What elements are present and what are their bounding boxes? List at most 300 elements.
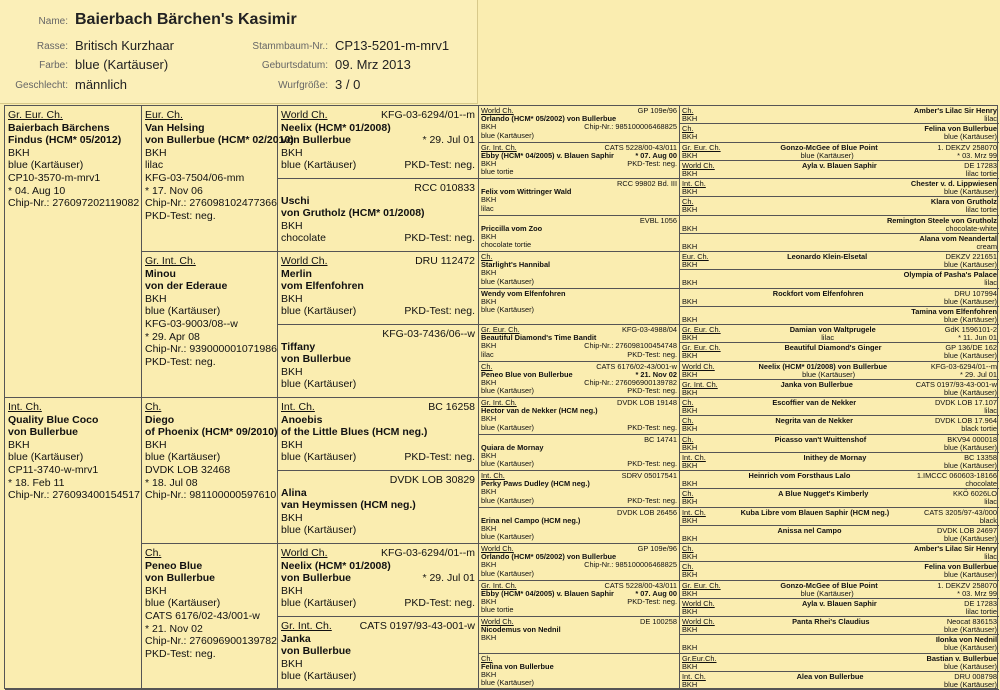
- ancestor-detail: Chip-Nr.: 276096900139782: [584, 377, 677, 387]
- ancestor-detail: PKD-Test: neg.: [404, 232, 475, 245]
- ancestor-line: [281, 572, 475, 585]
- ancestor-line: [145, 489, 277, 502]
- ancestor-text: blue tortie: [481, 605, 514, 615]
- ancestor-line: [481, 460, 677, 468]
- gen5-ancestor: [680, 362, 999, 380]
- ancestor-line: [682, 225, 997, 233]
- gen3-ancestor: [278, 398, 478, 471]
- ancestor-line: [682, 571, 997, 579]
- ancestor-detail: DRU 008798: [954, 671, 997, 681]
- ancestor-line: [481, 517, 677, 525]
- ancestor-line: [682, 198, 997, 206]
- gen4-ancestor: [479, 216, 679, 253]
- gen2-ancestor: [142, 252, 277, 398]
- ancestor-text: Ch.: [682, 124, 694, 134]
- ancestor-text: blue (Kartäuser): [481, 276, 534, 286]
- ancestor-text: BKH: [481, 341, 497, 351]
- ancestor-text: World Ch.: [281, 109, 328, 121]
- ancestor-line: [145, 122, 274, 135]
- breed-label: Rasse:: [36, 41, 68, 52]
- ancestor-detail: blue (Kartäuser): [802, 369, 856, 379]
- ancestor-detail: KKÖ 6026LO: [953, 489, 997, 499]
- ancestor-detail: GP 109e/96: [637, 544, 677, 553]
- ancestor-detail: Bastian v. Bullerbue: [926, 653, 997, 663]
- ancestor-text: Gr. Eur. Ch.: [682, 343, 721, 353]
- ancestor-detail: KFG-03-6294/01--m: [930, 361, 997, 371]
- ancestor-line: [281, 147, 475, 160]
- ancestor-text: World Ch.: [481, 106, 514, 115]
- ancestor-line: [481, 168, 677, 176]
- ancestor-line: [682, 271, 997, 279]
- ancestor-line: [682, 462, 997, 470]
- ancestor-line: [481, 351, 677, 359]
- ancestor-detail: DE 17283: [964, 160, 997, 170]
- ancestor-text: Orlando (HCM* 05/2002) von Bullerbue: [481, 552, 617, 562]
- gen4-ancestor: [479, 289, 679, 326]
- ancestor-text: BKH: [481, 122, 497, 132]
- ancestor-detail: PKD-Test: neg.: [627, 386, 677, 396]
- ancestor-line: [145, 210, 274, 223]
- ancestor-line: [481, 225, 677, 233]
- ancestor-text: blue (Kartäuser): [281, 159, 357, 172]
- ancestor-text: BKH: [682, 333, 698, 343]
- ancestor-text: Ch.: [481, 653, 493, 663]
- gen4-ancestor: [479, 325, 679, 362]
- ancestor-text: Chip-Nr.: 939000001071986: [145, 343, 277, 356]
- ancestor-detail: lilac: [984, 406, 997, 416]
- sex-label: Geschlecht:: [15, 80, 68, 91]
- ancestor-line: [682, 417, 997, 425]
- ancestor-text: BKH: [145, 438, 167, 451]
- ancestor-text: Int. Ch.: [682, 671, 706, 681]
- ancestor-text: Quiara de Mornay: [481, 442, 544, 452]
- ancestor-detail: PKD-Test: neg.: [627, 459, 677, 469]
- ancestor-detail: * 21. Nov 02: [635, 369, 677, 379]
- ancestor-detail: DRU 107994: [954, 288, 997, 298]
- ancestor-detail: lilac tortie: [965, 168, 997, 178]
- gen5-ancestor: [680, 581, 999, 599]
- ancestor-detail: Picasso van't Wuittenshof: [774, 434, 867, 444]
- ancestor-line: [281, 182, 475, 195]
- ancestor-text: BKH: [682, 223, 698, 233]
- ancestor-text: BKH: [281, 511, 303, 524]
- ancestor-text: * 17. Nov 06: [145, 184, 203, 197]
- ancestor-line: [682, 107, 997, 115]
- ancestor-detail: Alea von Bullerbue: [796, 671, 864, 681]
- ancestor-line: [281, 280, 475, 293]
- gen4-ancestor: [479, 252, 679, 289]
- ancestor-text: BKH: [145, 146, 167, 159]
- ancestor-detail: Gonzo-McGee of Blue Point: [780, 142, 878, 152]
- ancestor-text: Ebby (HCM* 04/2005) v. Blauen Saphir: [481, 150, 614, 160]
- ancestor-detail: PKD-Test: neg.: [404, 305, 475, 318]
- ancestor-line: [481, 196, 677, 204]
- ancestor-detail: Inithey de Mornay: [803, 452, 867, 462]
- ancestor-detail: GdK 1596101-2: [944, 325, 997, 334]
- gen5-ancestor: [680, 544, 999, 562]
- ancestor-detail: Gonzo-McGee of Blue Point: [780, 580, 878, 590]
- ancestor-text: BKH: [682, 114, 698, 124]
- ancestor-line: [682, 553, 997, 561]
- gen5-ancestor: [680, 526, 999, 544]
- ancestor-line: [145, 464, 274, 477]
- ancestor-line: [682, 600, 997, 608]
- ancestor-detail: Rockfort vom Elfenfohren: [772, 288, 864, 298]
- ancestor-text: PKD-Test: neg.: [145, 647, 216, 660]
- ancestor-detail: blue (Kartäuser): [944, 132, 997, 142]
- ancestor-line: [682, 517, 997, 525]
- ancestor-text: BKH: [8, 438, 30, 451]
- ancestor-text: BKH: [682, 278, 698, 288]
- ancestor-detail: blue (Kartäuser): [944, 387, 997, 397]
- ancestor-text: BKH: [682, 552, 698, 562]
- sex-value: männlich: [75, 77, 128, 92]
- ancestor-text: BKH: [281, 292, 303, 305]
- ancestor-text: blue (Kartäuser): [481, 459, 534, 469]
- ancestor-text: blue (Kartäuser): [481, 386, 534, 396]
- generation-3-column: [278, 106, 479, 690]
- ancestor-text: von Bullerbue: [281, 572, 352, 585]
- ancestor-line: [145, 185, 274, 198]
- ancestor-text: chocolate tortie: [481, 240, 532, 250]
- ancestor-text: Ch.: [145, 547, 162, 559]
- ancestor-line: [145, 343, 277, 356]
- color-value: blue (Kartäuser): [75, 57, 169, 72]
- ancestor-detail: DVDK LOB 30829: [389, 474, 475, 486]
- ancestor-detail: PKD-Test: neg.: [404, 597, 475, 610]
- ancestor-text: BKH: [682, 625, 698, 635]
- ancestor-detail: Leonardo Klein-Elsetal: [787, 252, 868, 261]
- gen5-ancestor: [680, 453, 999, 471]
- ancestor-text: Gr. Eur. Ch.: [682, 325, 721, 334]
- gen5-ancestor: [680, 471, 999, 489]
- gen5-ancestor: [680, 325, 999, 343]
- ancestor-text: World Ch.: [281, 547, 328, 559]
- ancestor-line: [682, 535, 997, 543]
- ancestor-text: * 21. Nov 02: [145, 622, 203, 635]
- ancestor-text: BKH: [682, 296, 698, 306]
- ancestor-text: Gr. Int. Ch.: [145, 255, 196, 267]
- gen5-ancestor: [680, 252, 999, 270]
- ancestor-text: Chip-Nr.: 276098102477366: [145, 197, 277, 210]
- ancestor-detail: Felina von Bullerbue: [924, 124, 997, 134]
- ancestor-detail: Ayla v. Blauen Saphir: [802, 598, 877, 608]
- ancestor-text: KFG-03-7504/06-mm: [145, 171, 245, 184]
- ancestor-line: [145, 610, 274, 623]
- ancestor-line: [281, 207, 475, 220]
- gen3-ancestor: [278, 617, 478, 690]
- ancestor-text: BKH: [682, 205, 698, 215]
- ancestor-line: [682, 188, 997, 196]
- ancestor-detail: blue (Kartäuser): [944, 351, 997, 361]
- ancestor-text: Orlando (HCM* 05/2002) von Bullerbue: [481, 114, 617, 124]
- ancestor-line: [145, 451, 274, 464]
- ancestor-detail: DE 100258: [640, 617, 677, 626]
- ancestor-text: Peneo Blue: [145, 559, 203, 572]
- ancestor-text: BKH: [281, 365, 303, 378]
- ancestor-text: vom Elfenfohren: [281, 280, 364, 293]
- ancestor-detail: A Blue Nugget's Kimberly: [778, 489, 869, 499]
- ancestor-line: [8, 185, 138, 198]
- ancestor-line: [682, 152, 997, 160]
- ancestor-text: Ch.: [682, 562, 694, 572]
- ancestor-text: Gr. Int. Ch.: [481, 398, 517, 407]
- ancestor-line: [682, 133, 997, 141]
- ancestor-line: [682, 298, 997, 306]
- ancestor-text: BKH: [682, 260, 698, 270]
- ancestor-line: [145, 255, 274, 268]
- ancestor-line: [481, 278, 677, 286]
- pedigree-number-label: Stammbaum-Nr.:: [252, 41, 328, 52]
- ancestor-line: [145, 305, 274, 318]
- ancestor-line: [682, 115, 997, 123]
- ancestor-line: [481, 387, 677, 395]
- ancestor-text: BKH: [281, 657, 303, 670]
- ancestor-line: [281, 439, 475, 452]
- ancestor-detail: * 11. Jun 01: [958, 333, 997, 343]
- ancestor-line: [145, 318, 274, 331]
- ancestor-line: [145, 331, 274, 344]
- gen5-ancestor: [680, 398, 999, 416]
- ancestor-detail: DEKZV 221651: [945, 252, 997, 261]
- ancestor-text: blue (Kartäuser): [8, 159, 84, 172]
- ancestor-detail: Kuba Libre vom Blauen Saphir (HCM neg.): [740, 507, 890, 517]
- ancestor-line: [481, 205, 677, 213]
- ancestor-text: Gr. Eur. Ch.: [481, 325, 520, 334]
- ancestor-text: World Ch.: [481, 617, 514, 626]
- ancestor-detail: 1. DEKZV 258070: [937, 142, 997, 152]
- ancestor-line: [145, 623, 274, 636]
- litter-size-value: 3 / 0: [335, 77, 361, 92]
- ancestor-detail: RCC 010833: [414, 182, 475, 194]
- ancestor-line: [281, 268, 475, 281]
- ancestor-detail: Amber's Lilac Sir Henry: [913, 106, 997, 115]
- ancestor-line: [281, 366, 475, 379]
- ancestor-detail: SDRV 05017541: [621, 471, 677, 480]
- ancestor-text: Gr. Int. Ch.: [481, 142, 517, 152]
- ancestor-line: [682, 389, 997, 397]
- ancestor-detail: chocolate-white: [945, 223, 997, 233]
- ancestor-text: blue (Kartäuser): [481, 422, 534, 432]
- ancestor-text: BKH: [481, 560, 497, 570]
- ancestor-line: [281, 658, 475, 671]
- ancestor-text: lilac: [481, 349, 494, 359]
- ancestor-detail: PKD-Test: neg.: [627, 495, 677, 505]
- gen5-ancestor: [680, 124, 999, 142]
- ancestor-text: blue (Kartäuser): [481, 678, 534, 688]
- ancestor-text: BKH: [682, 479, 698, 489]
- ancestor-line: [281, 134, 475, 147]
- ancestor-text: CP11-3740-w-mrv1: [8, 463, 99, 476]
- ancestor-line: [481, 306, 677, 314]
- ancestor-text: Ch.: [682, 544, 694, 553]
- ancestor-text: World Ch.: [682, 160, 715, 170]
- ancestor-detail: * 03. Mrz 99: [957, 150, 997, 160]
- ancestor-line: [682, 490, 997, 498]
- ancestor-line: [682, 235, 997, 243]
- ancestor-detail: Klara von Grutholz: [930, 197, 997, 207]
- ancestor-line: [8, 451, 138, 464]
- ancestor-detail: Neelix (HCM* 01/2008) von Bullerbue: [758, 361, 888, 371]
- gen4-ancestor: [479, 143, 679, 180]
- ancestor-line: [682, 663, 997, 671]
- birthdate-label: Geburtsdatum:: [261, 60, 328, 71]
- ancestor-text: Int. Ch.: [682, 179, 706, 188]
- ancestor-text: lilac: [145, 159, 164, 172]
- ancestor-text: BKH: [481, 231, 497, 241]
- ancestor-line: [145, 560, 274, 573]
- ancestor-detail: blue (Kartäuser): [944, 260, 997, 270]
- gen4-ancestor: [479, 398, 679, 435]
- ancestor-detail: Alana vom Neandertal: [919, 233, 997, 243]
- ancestor-text: blue (Kartäuser): [145, 597, 221, 610]
- ancestor-line: [682, 480, 997, 488]
- ancestor-text: blue (Kartäuser): [281, 451, 357, 464]
- ancestor-detail: DVDK LOB 26456: [617, 507, 677, 517]
- ancestor-text: Ebby (HCM* 04/2005) v. Blauen Saphir: [481, 588, 614, 598]
- ancestor-detail: DVDK LOB 19148: [617, 398, 677, 407]
- ancestor-text: World Ch.: [682, 617, 715, 626]
- ancestor-text: Gr. Int. Ch.: [682, 379, 718, 389]
- ancestor-line: [481, 290, 677, 298]
- ancestor-line: [682, 444, 997, 452]
- ancestor-text: BKH: [682, 606, 698, 616]
- ancestor-text: blue (Kartäuser): [281, 378, 357, 391]
- ancestor-detail: Amber's Lilac Sir Henry: [913, 544, 997, 553]
- ancestor-line: [145, 597, 274, 610]
- ancestor-detail: BC 14741: [644, 434, 677, 444]
- ancestor-text: Gr. Int. Ch.: [281, 620, 332, 632]
- ancestor-line: [281, 645, 475, 658]
- ancestor-line: [145, 268, 274, 281]
- ancestor-line: [8, 197, 138, 210]
- ancestor-text: BKH: [682, 643, 698, 653]
- ancestor-text: PKD-Test: neg.: [145, 355, 216, 368]
- ancestor-text: Anoebis: [281, 413, 323, 426]
- ancestor-text: blue (Kartäuser): [145, 451, 221, 464]
- ancestor-text: Gr. Eur. Ch.: [8, 109, 63, 121]
- ancestor-detail: Anissa nel Campo: [777, 525, 842, 535]
- ancestor-detail: blue (Kartäuser): [800, 150, 854, 160]
- ancestor-line: [682, 243, 997, 251]
- ancestor-detail: blue (Kartäuser): [944, 533, 997, 543]
- ancestor-detail: chocolate: [965, 479, 997, 489]
- ancestor-line: [8, 426, 138, 439]
- gen2-ancestor: [142, 106, 294, 252]
- ancestor-text: von Bullerbue: [281, 353, 352, 366]
- ancestor-detail: KFG-03-6294/01--m: [381, 547, 475, 559]
- ancestor-detail: CATS 0197/93-43-001-w: [359, 620, 475, 632]
- ancestor-detail: BKV94 000018: [947, 434, 997, 444]
- ancestor-text: BKH: [682, 168, 698, 178]
- ancestor-detail: Tamina vom Elfenfohren: [911, 306, 997, 316]
- ancestor-text: BKH: [145, 292, 167, 305]
- ancestor-line: [281, 293, 475, 306]
- ancestor-text: Janka: [281, 632, 311, 645]
- ancestor-text: Gr. Eur. Ch.: [682, 580, 721, 590]
- ancestor-text: von Bullerbue: [281, 645, 352, 658]
- ancestor-text: von Bullerbue: [145, 572, 216, 585]
- ancestor-text: BKH: [8, 146, 30, 159]
- ancestor-text: Eur. Ch.: [682, 252, 709, 261]
- gen5-ancestor: [680, 343, 999, 361]
- ancestor-detail: blue (Kartäuser): [944, 296, 997, 306]
- gen4-ancestor: [479, 106, 679, 143]
- ancestor-detail: blue (Kartäuser): [944, 625, 997, 635]
- ancestor-text: blue (Kartäuser): [481, 532, 534, 542]
- ancestor-text: BKH: [481, 296, 497, 306]
- ancestor-detail: RCC 99802 Bd. III: [617, 179, 677, 188]
- ancestor-text: Starlight's Hannibal: [481, 260, 551, 270]
- ancestor-text: BKH: [682, 150, 698, 160]
- ancestor-text: Ch.: [682, 106, 694, 115]
- ancestor-line: [481, 480, 677, 488]
- ancestor-line: [281, 524, 475, 537]
- ancestor-line: [481, 570, 677, 578]
- ancestor-line: [682, 407, 997, 415]
- ancestor-detail: KFG-03-4988/04: [621, 325, 677, 334]
- ancestor-text: World Ch.: [682, 598, 715, 608]
- gen5-ancestor: [680, 143, 999, 161]
- ancestor-text: BKH: [682, 497, 698, 507]
- gen4-ancestor: [479, 179, 679, 216]
- ancestor-detail: Chester v. d. Lippwiesen: [910, 179, 997, 188]
- ancestor-detail: GP 109e/96: [637, 106, 677, 115]
- ancestor-line: [682, 509, 997, 517]
- ancestor-text: blue (Kartäuser): [281, 524, 357, 537]
- ancestor-text: BKH: [281, 146, 303, 159]
- ancestor-detail: lilac: [984, 552, 997, 562]
- gen5-ancestor: [680, 562, 999, 580]
- ancestor-text: blue (Kartäuser): [281, 597, 357, 610]
- ancestor-text: BKH: [481, 158, 497, 168]
- gen5-ancestor: [680, 179, 999, 197]
- ancestor-text: Ch.: [481, 361, 493, 371]
- ancestor-detail: * 07. Aug 00: [635, 588, 677, 598]
- ancestor-detail: lilac: [821, 333, 835, 343]
- ancestor-text: BKH: [481, 414, 497, 424]
- ancestor-text: von Bullerbue: [8, 426, 79, 439]
- ancestor-detail: * 03. Mrz 99: [957, 588, 997, 598]
- ancestor-line: [281, 633, 475, 646]
- ancestor-text: World Ch.: [682, 361, 715, 371]
- ancestor-text: BKH: [682, 533, 698, 543]
- ancestor-text: BKH: [682, 387, 698, 397]
- ancestor-line: [281, 474, 475, 487]
- ancestor-detail: CATS 3205/97-43/000: [923, 507, 997, 517]
- ancestor-line: [481, 606, 677, 614]
- ancestor-line: [8, 134, 138, 147]
- ancestor-text: Hector van de Nekker (HCM neg.): [481, 406, 598, 416]
- ancestor-line: [682, 626, 997, 634]
- ancestor-text: BKH: [682, 460, 698, 470]
- ancestor-line: [481, 188, 677, 196]
- gen5-ancestor: [680, 307, 999, 325]
- ancestor-text: blue (Kartäuser): [481, 304, 534, 314]
- ancestor-text: CATS 6176/02-43/001-w: [145, 609, 260, 622]
- ancestor-text: Gr.Eur.Ch.: [682, 653, 717, 663]
- ancestor-line: [145, 147, 274, 160]
- ancestor-detail: Chip-Nr.: 276098100454748: [584, 341, 677, 351]
- ancestor-line: [682, 371, 997, 379]
- ancestor-detail: Beautiful Diamond's Ginger: [784, 343, 882, 353]
- cat-info-header: [0, 0, 478, 104]
- ancestor-line: [281, 426, 475, 439]
- ancestor-detail: * 29. Jul 01: [422, 134, 475, 147]
- ancestor-text: blue tortie: [481, 167, 514, 177]
- ancestor-text: Chip-Nr.: 276096900139782: [145, 635, 277, 648]
- ancestor-line: [8, 489, 138, 502]
